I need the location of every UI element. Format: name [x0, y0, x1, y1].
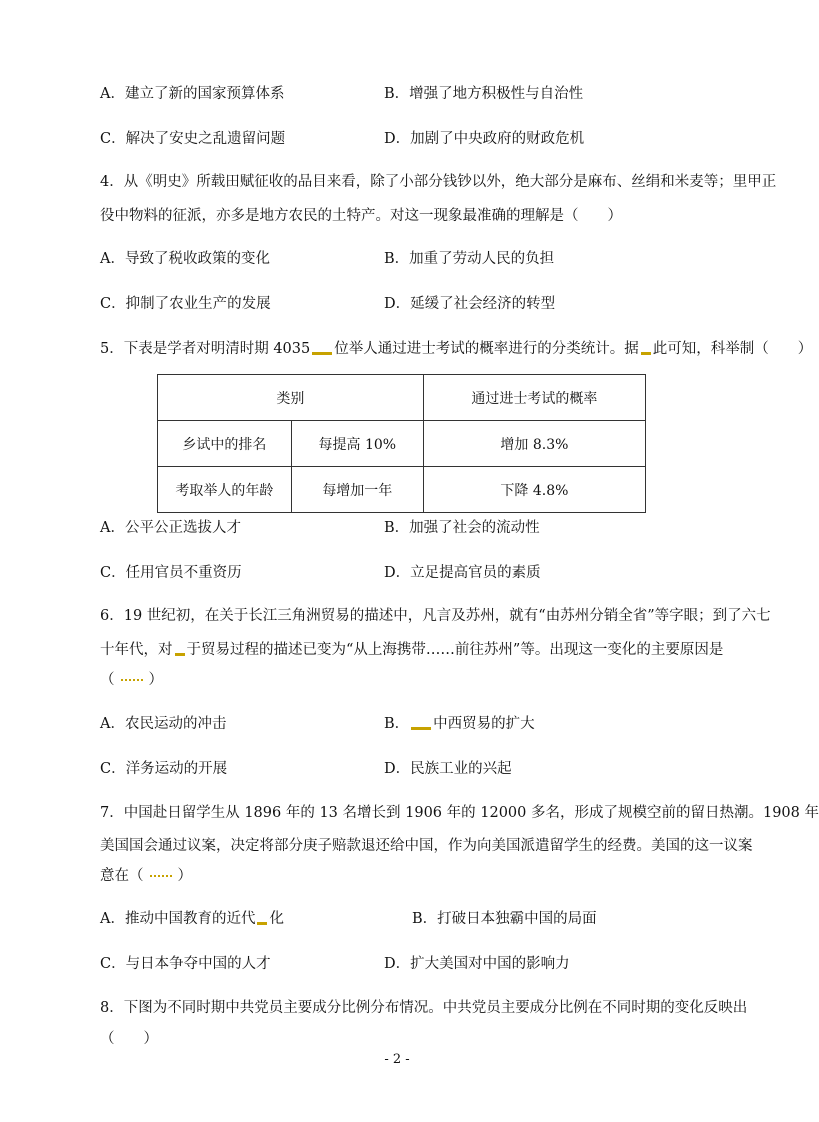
q3-option-a: A．建立了新的国家预算体系 [100, 86, 285, 102]
table-cell: 乡试中的排名 [158, 421, 292, 467]
q7-option-b: B．打破日本独霸中国的局面 [412, 911, 597, 927]
table-cell: 每提高 10% [291, 421, 423, 467]
edit-mark-icon [312, 352, 332, 355]
edit-mark-icon [257, 922, 267, 925]
q6-stem-line1: 6．19 世纪初，在关于长江三角洲贸易的描述中，凡言及苏州，就有“由苏州分销全省”等字眼；到了六七 [100, 608, 771, 624]
q7-option-a-part1: A．推动中国教育的近代 [100, 911, 256, 927]
q8-stem-line2: （ ） [100, 1031, 158, 1047]
answer-paren-close: ） [148, 672, 163, 688]
q5-stem-part3: 此可知，科举制（ ） [652, 341, 813, 357]
answer-paren-open: 意在（ [100, 868, 144, 884]
table-row [158, 421, 646, 467]
q6-option-b [384, 712, 535, 733]
q7-option-c: C．与日本争夺中国的人才 [100, 956, 271, 972]
edit-mark-icon [411, 727, 431, 730]
q5-stem-part2: 位举人通过进士考试的概率进行的分类统计。据 [334, 341, 639, 357]
edit-mark-icon [175, 653, 185, 656]
answer-blank-icon [121, 679, 143, 681]
q4-option-a: A．导致了税收政策的变化 [100, 251, 270, 267]
q3-option-d: D．加剧了中央政府的财政危机 [384, 131, 585, 147]
edit-mark-icon [641, 352, 651, 355]
q3-option-c: C．解决了安史之乱遗留问题 [100, 131, 286, 147]
q4-option-d: D．延缓了社会经济的转型 [384, 296, 556, 312]
q8-stem-line1: 8．下图为不同时期中共党员主要成分比例分布情况。中共党员主要成分比例在不同时期的变化反映出 [100, 1000, 748, 1016]
q4-stem-line2: 役中物料的征派，亦多是地方农民的土特产。对这一现象最准确的理解是（ ） [100, 208, 622, 224]
table-cell: 增加 8.3% [423, 421, 645, 467]
table-header-category: 类别 [158, 375, 424, 421]
q4-option-c: C．抑制了农业生产的发展 [100, 296, 271, 312]
q6-stem-line2-part1: 十年代，对 [100, 642, 173, 658]
q7-stem-line3 [100, 864, 192, 885]
answer-paren-open: （ [100, 672, 115, 688]
q6-option-a: A．农民运动的冲击 [100, 716, 227, 732]
q6-stem-line3 [100, 668, 163, 689]
q5-option-d: D．立足提高官员的素质 [384, 565, 541, 581]
q6-option-b-text: 中西贸易的扩大 [433, 716, 535, 732]
q7-stem-line2: 美国国会通过议案，决定将部分庚子赔款退还给中国，作为向美国派遣留学生的经费。美国的这一议案 [100, 838, 753, 854]
q6-stem-line2 [100, 638, 723, 659]
q7-option-d: D．扩大美国对中国的影响力 [384, 956, 570, 972]
q7-option-a-part2: 化 [269, 911, 284, 927]
table-header-probability: 通过进士考试的概率 [423, 375, 645, 421]
q6-option-d: D．民族工业的兴起 [384, 761, 512, 777]
q5-stem [100, 337, 812, 358]
q5-statistics-table [157, 374, 646, 513]
table-cell: 每增加一年 [291, 467, 423, 513]
answer-blank-icon [150, 875, 172, 877]
q7-option-a [100, 907, 284, 928]
q5-stem-part1: 5．下表是学者对明清时期 4035 [100, 341, 311, 357]
q6-stem-line2-part2: 于贸易过程的描述已变为“从上海携带……前往苏州”等。出现这一变化的主要原因是 [186, 642, 724, 658]
q5-option-a: A．公平公正选拔人才 [100, 520, 241, 536]
table-cell: 考取举人的年龄 [158, 467, 292, 513]
q6-option-c: C．洋务运动的开展 [100, 761, 228, 777]
q4-stem-line1: 4．从《明史》所载田赋征收的品目来看，除了小部分钱钞以外，绝大部分是麻布、丝绢和米麦等；里甲正 [100, 174, 777, 190]
q4-option-b: B．加重了劳动人民的负担 [384, 251, 555, 267]
table-cell: 下降 4.8% [423, 467, 645, 513]
q3-option-b: B．增强了地方积极性与自治性 [384, 86, 584, 102]
page-number: - 2 - [384, 1052, 410, 1067]
q7-stem-line1: 7．中国赴日留学生从 1896 年的 13 名增长到 1906 年的 12000 多名，形成了规模空前的留日热潮。1908 年 [100, 805, 819, 821]
table-row [158, 467, 646, 513]
q6-option-b-prefix: B． [384, 716, 410, 732]
q5-option-b: B．加强了社会的流动性 [384, 520, 540, 536]
answer-paren-close: ） [177, 868, 192, 884]
q5-option-c: C．任用官员不重资历 [100, 565, 242, 581]
